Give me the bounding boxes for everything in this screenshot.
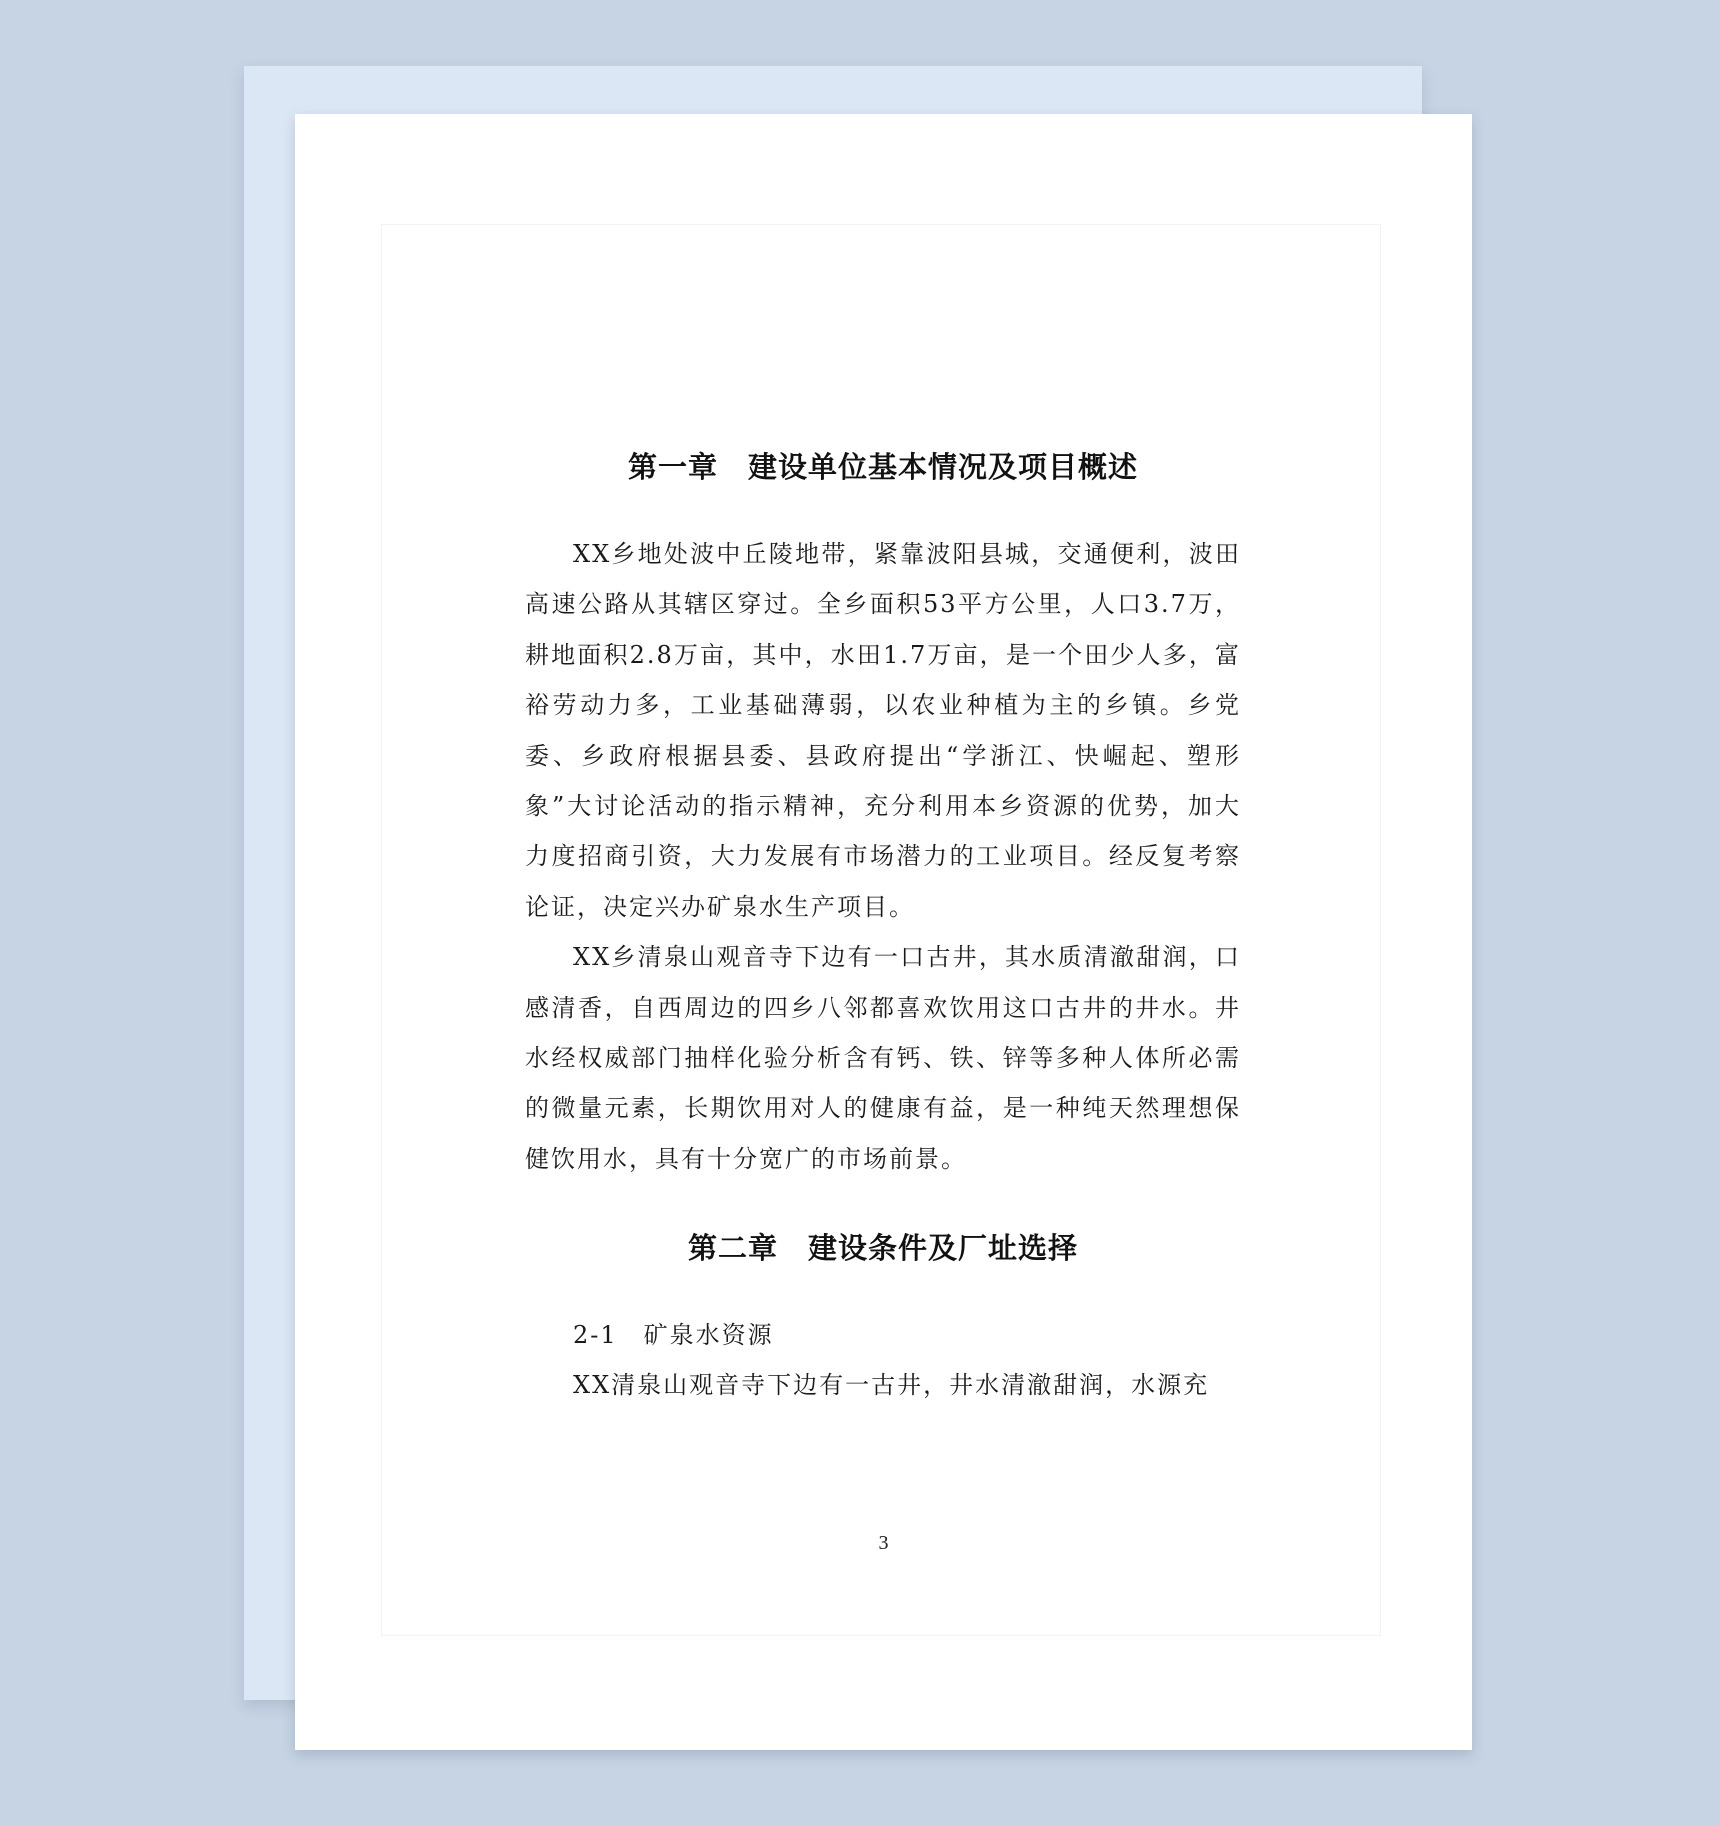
document-page	[295, 114, 1472, 1750]
section-2-1-paragraph: XX清泉山观音寺下边有一古井，井水清澈甜润，水源充	[573, 1371, 1210, 1400]
page-number: 3	[878, 1532, 889, 1554]
page-content	[525, 447, 1241, 1411]
section-2-1-heading: 2-1 矿泉水资源	[573, 1321, 774, 1350]
chapter-1-title: 第一章 建设单位基本情况及项目概述	[627, 450, 1138, 484]
chapter-2-title: 第二章 建设条件及厂址选择	[687, 1231, 1078, 1266]
chapter-1-paragraph: XX乡清泉山观音寺下边有一口古井，其水质清澈甜润，口感清香，自西周边的四乡八邻都喜欢饮用这口古井的井水。井水经权威部门抽样化验分析含有钙、铁、锌等多种人体所必需的微量元素，长期饮用对人的健康有益，是一种纯天然理想保健饮用水，具有十分宽广的市场前景。	[525, 943, 1241, 1173]
chapter-1-paragraph: XX乡地处波中丘陵地带，紧靠波阳县城，交通便利，波田高速公路从其辖区穿过。全乡面积53平方公里，人口3.7万，耕地面积2.8万亩，其中，水田1.7万亩，是一个田少人多，富裕劳动力多，工业基础薄弱，以农业种植为主的乡镇。乡党委、乡政府根据县委、县政府提出“学浙江、快崛起、塑形象”大讨论活动的指示精神，充分利用本乡资源的优势，加大力度招商引资，大力发展有市场潜力的工业项目。经反复考察论证，决定兴办矿泉水生产项目。	[525, 540, 1241, 921]
